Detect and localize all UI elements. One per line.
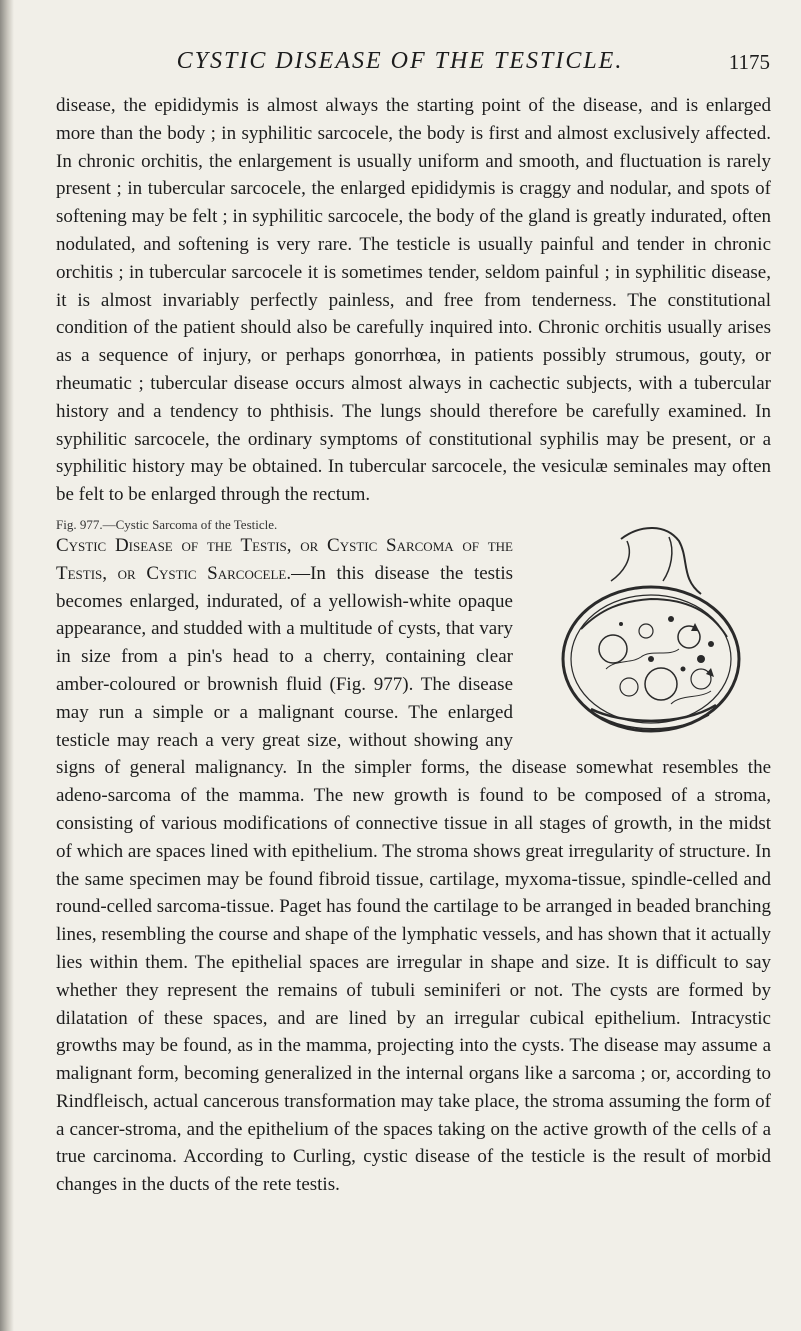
section-heading: Cystic Disease of the Testis, or Cystic Sarcoma of the Testis, or Cystic Sarcocele. [56,534,513,584]
figure-977 [531,519,771,739]
page-number: 1175 [728,50,770,74]
figure-caption: Fig. 977.—Cystic Sarcoma of the Testicle. [56,516,278,532]
body-text [56,92,771,1199]
running-title: CYSTIC DISEASE OF THE TESTICLE. [176,48,624,74]
paragraph-continued: disease, the epididymis is almost always the starting point of the disease, and is enlarged more than the body ; in syphilitic sarcocele, the body is first and almost exclusively affected. In chronic orchitis, the enlargement is usually uniform and smooth, and fluctuation is rarely present ; in tubercular sarcocele, the enlarged epididymis is craggy and nodular, and spots of softening may be felt ; in syphilitic sarcocele, the body of the gland is greatly indurated, often nodulated, and softening is very rare. The testicle is usually painful and tender in chronic orchitis ; in tubercular sarcocele it is sometimes tender, seldom painful ; in syphilitic disease, it is almost invariably perfectly painless, and free from tenderness. The constitutional condition of the patient should also be carefully inquired into. Chronic orchitis usually arises as a sequence of injury, or perhaps gonorrhœa, in patients possibly strumous, gouty, or rheumatic ; tubercular disease occurs almost always in cachectic subjects, with a tubercular history and a tendency to phthisis. The lungs should therefore be carefully examined. In syphilitic sarcocele, the ordinary symptoms of constitutional syphilis may be present, or a syphilitic history may be obtained. In tubercular sarcocele, the vesiculæ seminales may often be felt to be enlarged through the rectum. [56,95,771,506]
cystic-sarcoma-illustration [551,519,751,739]
page-header [30,48,770,82]
paragraph-cystic-body: —In this disease the testis becomes enlarged, indurated, of a yellowish-white opaque appearance, and studded with a multitude of cysts, that vary in size from a pin's head to a cherry, containing clear amber-coloured or brownish fluid (Fig. 977). The disease may run a simple or a malignant course. The enlarged testicle may reach a very great size, without showing any signs of general malignancy. In the simpler forms, the disease somewhat resembles the adeno-sarcoma of the mamma. The new growth is found to be composed of a stroma, consisting of various modifications of connective tissue in all stages of growth, in the midst of which are spaces lined with epithelium. The stroma shows great irregularity of structure. In the same specimen may be found fibroid tissue, cartilage, myxoma-tissue, spindle-celled and round-celled sarcoma-tissue. Paget has found the cartilage to be arranged in beaded branching lines, resembling the course and shape of the lymphatic vessels, and has shown that it actually lies within them. The epithelial spaces are irregular in shape and size. It is difficult to say whether they represent the remains of tubuli seminiferi or not. The cysts are formed by dilatation of these spaces, and are lined by an irregular cubical epithelium. Intracystic growths may be found, as in the mamma, projecting into the cysts. The disease may assume a malignant form, becoming generalized in the internal organs like a sarcoma ; or, according to Rindfleisch, actual cancerous transformation may take place, the stroma assuming the form of a cancer-stroma, and the epithelium of the spaces taking on the active growth of the cells of a true carcinoma. According to Curling, cystic disease of the testicle is the result of morbid changes in the ducts of the rete testis. [56,562,771,1196]
page-binding-edge [0,0,14,1331]
